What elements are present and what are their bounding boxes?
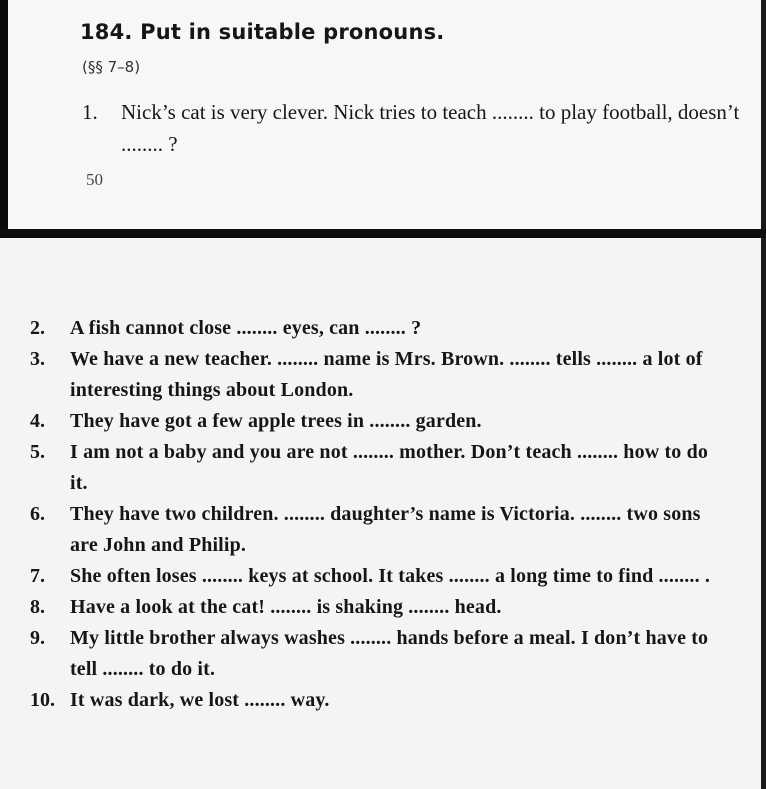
item-text: My little brother always washes ........ hands before a meal. I don’t have to tell ........ to do it. — [70, 627, 709, 680]
exercise-item-1 — [82, 96, 754, 160]
exercise-item-5 — [30, 437, 730, 499]
exercise-item-3 — [30, 344, 730, 406]
item-text: They have got a few apple trees in ........ garden. — [70, 410, 482, 432]
page-right-shadow — [761, 0, 766, 789]
exercise-title: 184. Put in suitable pronouns. — [80, 20, 445, 44]
item-number: 4. — [30, 410, 45, 432]
item-number: 6. — [30, 503, 45, 525]
exercise-item-6 — [30, 499, 730, 561]
item-number: 5. — [30, 441, 45, 463]
item-number: 10. — [30, 689, 55, 711]
item-number: 7. — [30, 565, 45, 587]
item-text: Nick’s cat is very clever. Nick tries to teach ........ to play football, doesn’t ........ ? — [121, 100, 740, 156]
item-text: It was dark, we lost ........ way. — [70, 689, 330, 711]
section-reference: (§§ 7–8) — [82, 58, 141, 76]
exercise-item-4 — [30, 406, 730, 437]
page-number: 50 — [86, 170, 103, 189]
exercise-item-2 — [30, 313, 730, 344]
item-text: A fish cannot close ........ eyes, can ........ ? — [70, 317, 422, 339]
item-number: 9. — [30, 627, 45, 649]
item-number: 8. — [30, 596, 45, 618]
item-number: 2. — [30, 317, 45, 339]
item-text: Have a look at the cat! ........ is shaking ........ head. — [70, 596, 502, 618]
exercise-item-10 — [30, 685, 730, 716]
exercise-items-list — [30, 313, 730, 716]
item-text: I am not a baby and you are not ........ mother. Don’t teach ........ how to do it. — [70, 441, 709, 494]
item-text: She often loses ........ keys at school. It takes ........ a long time to find ........ . — [70, 565, 711, 587]
item-number: 1. — [82, 100, 98, 124]
page-divider — [0, 229, 766, 238]
exercise-item-8 — [30, 592, 730, 623]
item-text: They have two children. ........ daughter’s name is Victoria. ........ two sons are John and Philip. — [70, 503, 701, 556]
item-number: 3. — [30, 348, 45, 370]
exercise-item-7 — [30, 561, 730, 592]
item-text: We have a new teacher. ........ name is Mrs. Brown. ........ tells ........ a lot of interesting things about London. — [70, 348, 703, 401]
page-left-shadow — [0, 0, 8, 230]
exercise-item-9 — [30, 623, 730, 685]
